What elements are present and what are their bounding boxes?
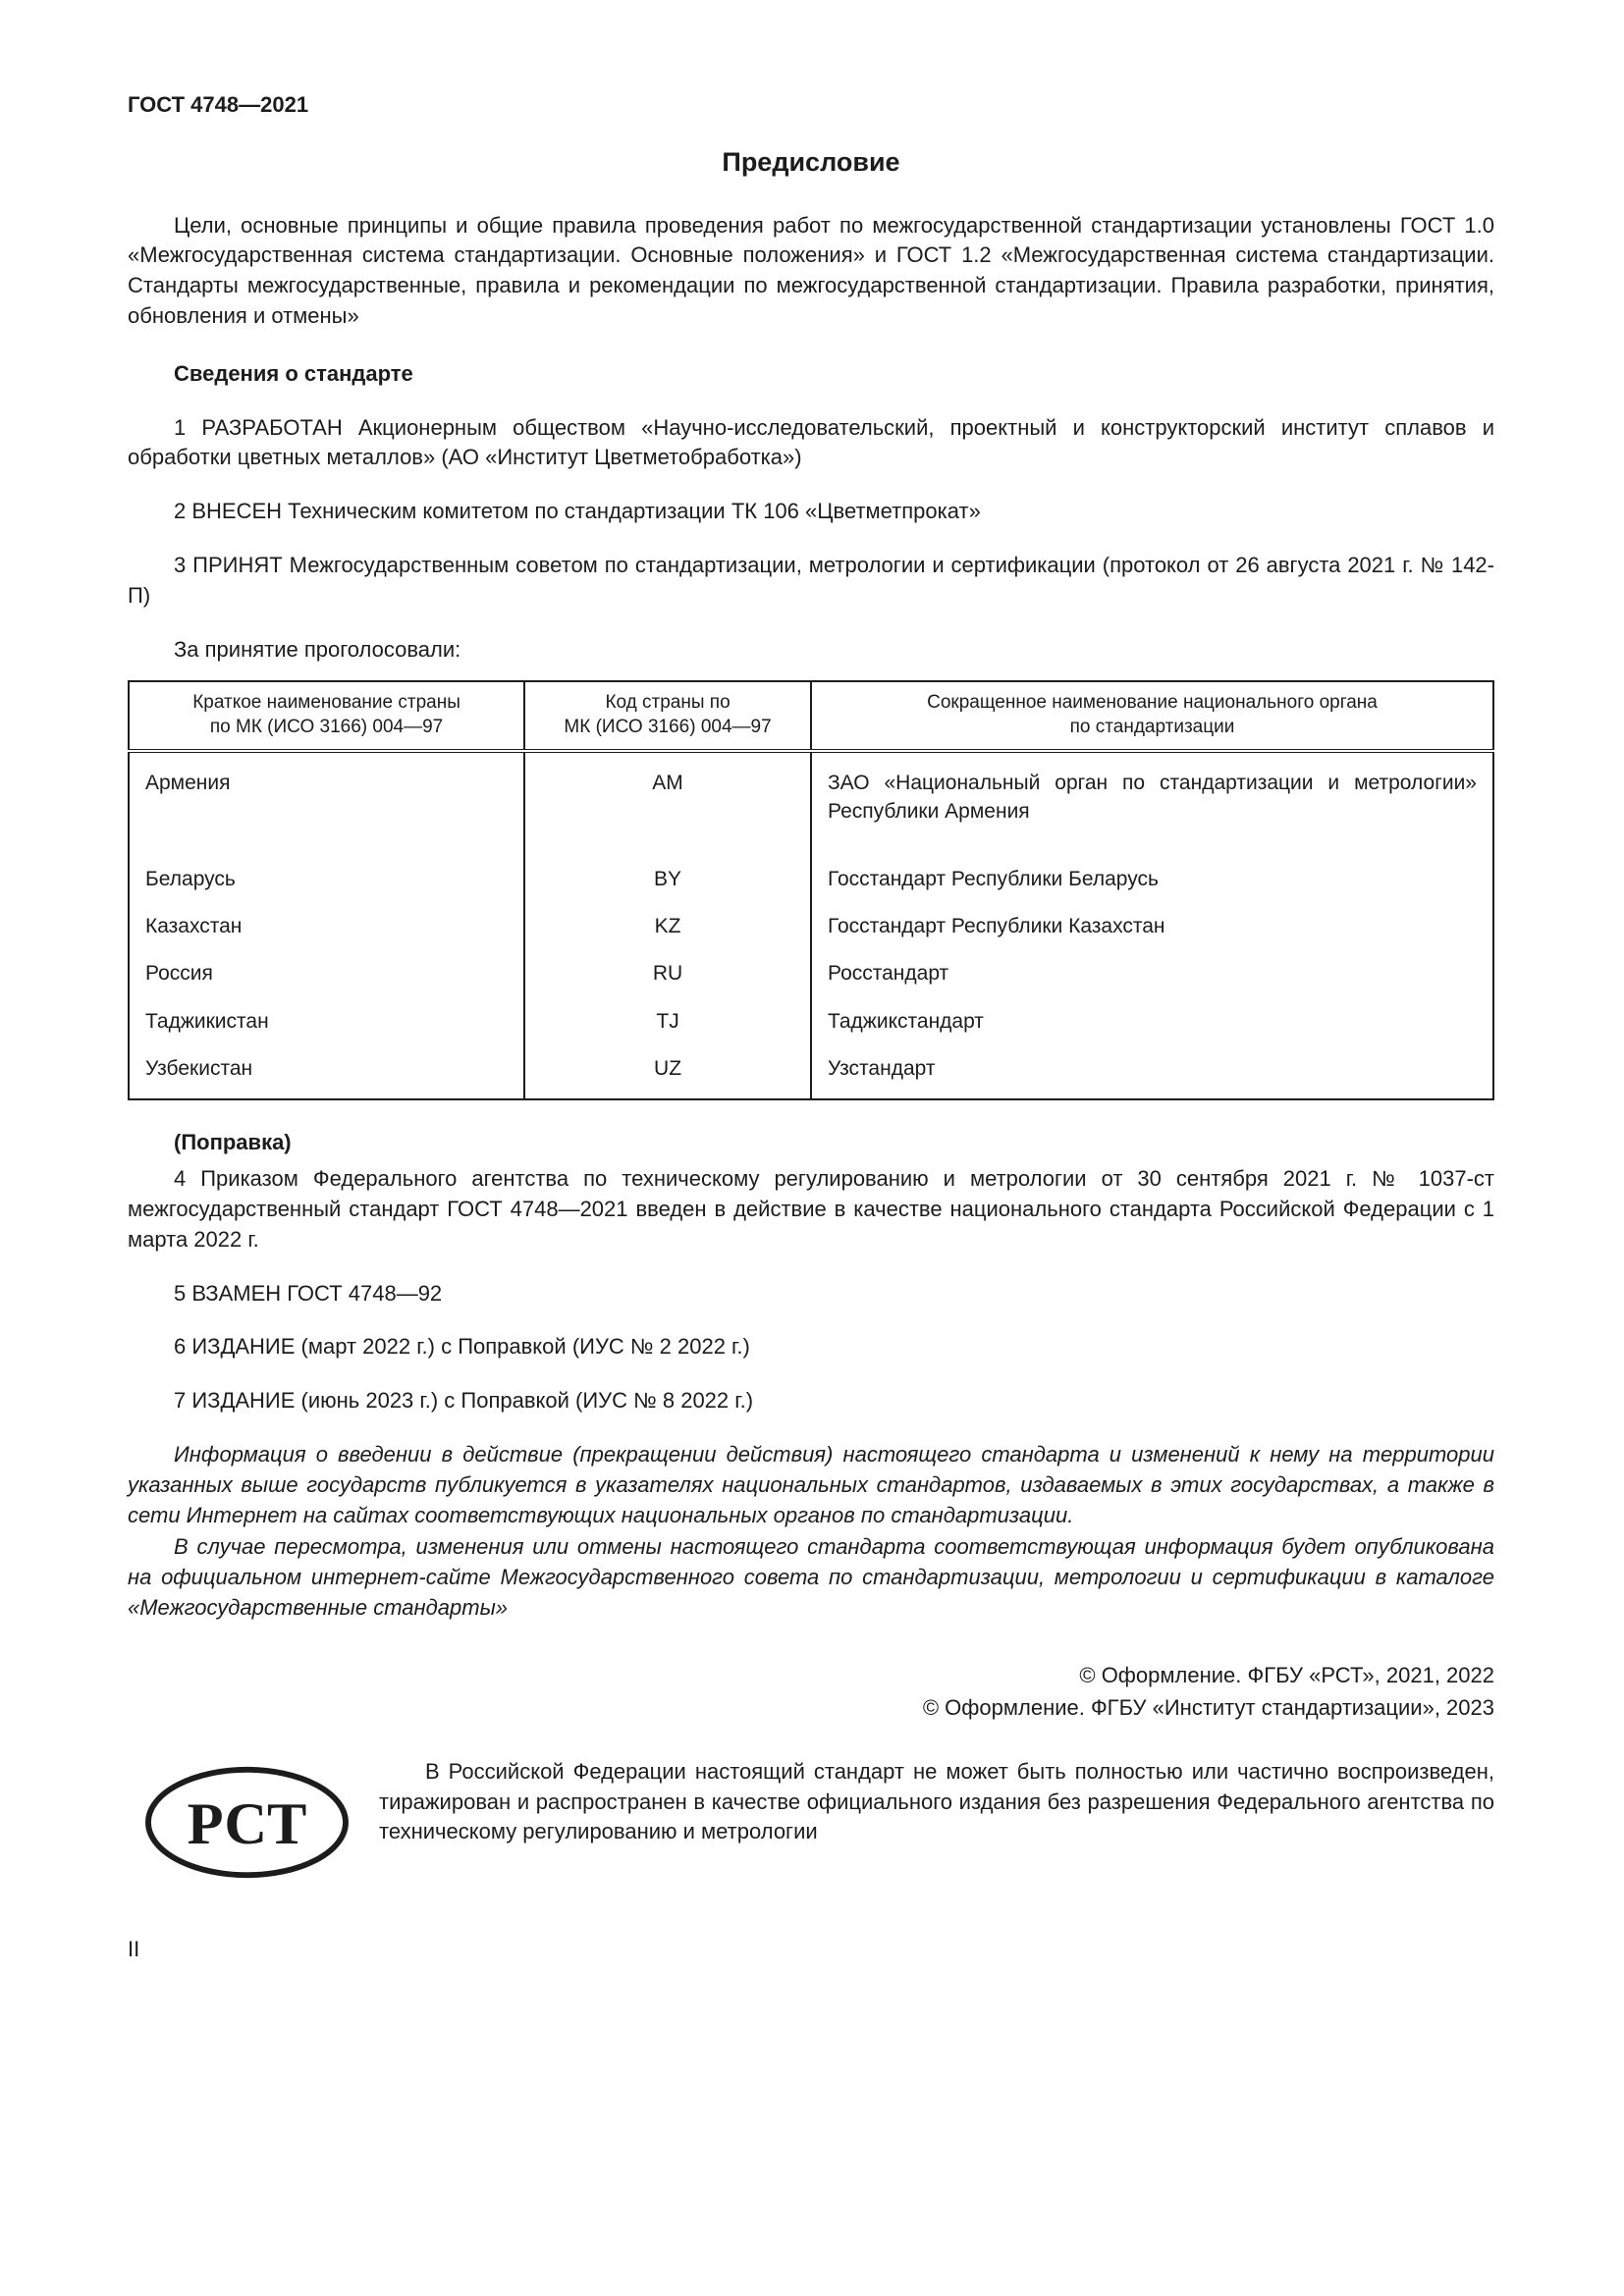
- page-title: Предисловие: [722, 146, 900, 177]
- code-cell: AM: [524, 751, 811, 856]
- copyright-line-1: © Оформление. ФГБУ «РСТ», 2021, 2022: [1079, 1662, 1494, 1687]
- header-org-line2: по стандартизации: [1069, 717, 1235, 738]
- standard-info-item-6: 6 ИЗДАНИЕ (март 2022 г.) с Поправкой (ИУС № 2 2022 г.): [174, 1334, 750, 1360]
- header-country-line2: по МК (ИСО 3166) 004—97: [209, 717, 444, 738]
- legal-notice-paragraph-1: Информация о введении в действие (прекращении действия) настоящего стандарта и изменений к нему на территории указанных выше государств публикуется в указателях национальных стандартов, издаваемых в этих государствах, а также в сети Интернет на сайтах соответствующих национальных органов по стандартизации.: [128, 1442, 1494, 1527]
- legal-notice-paragraph-2: В случае пересмотра, изменения или отмены настоящего стандарта соответствующая информация будет опубликована на официальном интернет-сайте Межгосударственного совета по стандартизации, метрологии и сертификации в каталоге «Межгосударственные стандарты»: [128, 1534, 1494, 1621]
- standard-info-item-1: 1 РАЗРАБОТАН Акционерным обществом «Научно-исследовательский, проектный и конструкторский институт сплавов и обработки цветных металлов» (АО «Институт Цветметобработка»): [128, 414, 1494, 470]
- country-cell: Таджикистан: [145, 1009, 269, 1033]
- code-cell: UZ: [524, 1045, 811, 1099]
- org-cell: Госстандарт Республики Казахстан: [811, 903, 1493, 950]
- standard-info-item-5: 5 ВЗАМЕН ГОСТ 4748—92: [174, 1280, 443, 1306]
- standard-info-item-3: 3 ПРИНЯТ Межгосударственным советом по стандартизации, метрологии и сертификации (протокол от 26 августа 2021 г. № 142-П): [128, 552, 1494, 608]
- restriction-text: В Российской Федерации настоящий стандарт не может быть полностью или частично воспроизведен, тиражирован и распространен в качестве официального издания без разрешения Федерального агентства по техническому регулированию и метрологии: [379, 1758, 1494, 1844]
- org-cell: Узстандарт: [811, 1045, 1493, 1099]
- country-cell: Беларусь: [145, 867, 236, 890]
- amendment-note: (Поправка): [174, 1130, 292, 1155]
- country-cell: Узбекистан: [145, 1057, 253, 1081]
- code-cell: BY: [524, 856, 811, 903]
- header-cell-org: [811, 681, 1493, 750]
- header-cell-code: [524, 681, 811, 750]
- standard-info-item-4: 4 Приказом Федерального агентства по техническому регулированию и метрологии от 30 сентября 2021 г. № 1037-ст межгосударственный стандарт ГОСТ 4748—2021 введен в действие в качестве национального стандарта Российской Федерации с 1 марта 2022 г.: [128, 1166, 1494, 1252]
- header-country-line1: Краткое наименование страны: [192, 692, 460, 714]
- table-row: [129, 1045, 1493, 1099]
- footer-block: [128, 1757, 1494, 1892]
- table-row: [129, 998, 1493, 1045]
- header-code-line1: Код страны по: [605, 692, 731, 714]
- standard-info-item-2: 2 ВНЕСЕН Техническим комитетом по стандартизации ТК 106 «Цветметпрокат»: [174, 499, 981, 524]
- table-row: [129, 751, 1493, 856]
- org-cell: ЗАО «Национальный орган по стандартизации и метрологии» Республики Армения: [811, 751, 1493, 856]
- intro-paragraph: Цели, основные принципы и общие правила проведения работ по межгосударственной стандартизации установлены ГОСТ 1.0 «Межгосударственная система стандартизации. Основные положения» и ГОСТ 1.2 «Межгосударственная система стандартизации. Стандарты межгосударственные, правила и рекомендации по межгосударственной стандартизации. Правила разработки, принятия, обновления и отмены»: [128, 212, 1494, 328]
- org-cell: Таджикстандарт: [811, 998, 1493, 1045]
- table-row: [129, 903, 1493, 950]
- copyright-block: [128, 1659, 1494, 1724]
- legal-notice-block: [128, 1440, 1494, 1624]
- page-number: II: [128, 1936, 140, 1961]
- country-cell: Армения: [145, 771, 231, 794]
- standard-info-item-7: 7 ИЗДАНИЕ (июнь 2023 г.) с Поправкой (ИУС № 8 2022 г.): [174, 1388, 754, 1414]
- copyright-line-2: © Оформление. ФГБУ «Институт стандартизации», 2023: [922, 1694, 1494, 1720]
- rst-logo-text: РСТ: [187, 1790, 307, 1857]
- code-cell: KZ: [524, 903, 811, 950]
- header-code-line2: МК (ИСО 3166) 004—97: [564, 717, 772, 738]
- table-row: [129, 856, 1493, 903]
- header-cell-country: [129, 681, 524, 750]
- doc-number: ГОСТ 4748—2021: [128, 92, 309, 117]
- org-cell: Госстандарт Республики Беларусь: [811, 856, 1493, 903]
- code-cell: RU: [524, 950, 811, 997]
- org-cell: Росстандарт: [811, 950, 1493, 997]
- table-row: [129, 950, 1493, 997]
- country-cell: Россия: [145, 962, 213, 986]
- vote-table-header-row: [129, 681, 1493, 750]
- vote-table: [128, 680, 1494, 1100]
- rst-logo: [128, 1757, 353, 1892]
- vote-lead: За принятие проголосовали:: [174, 636, 461, 662]
- country-cell: Казахстан: [145, 914, 243, 937]
- header-org-line1: Сокращенное наименование национального органа: [927, 692, 1378, 714]
- code-cell: TJ: [524, 998, 811, 1045]
- standard-info-heading: Сведения о стандарте: [174, 360, 413, 386]
